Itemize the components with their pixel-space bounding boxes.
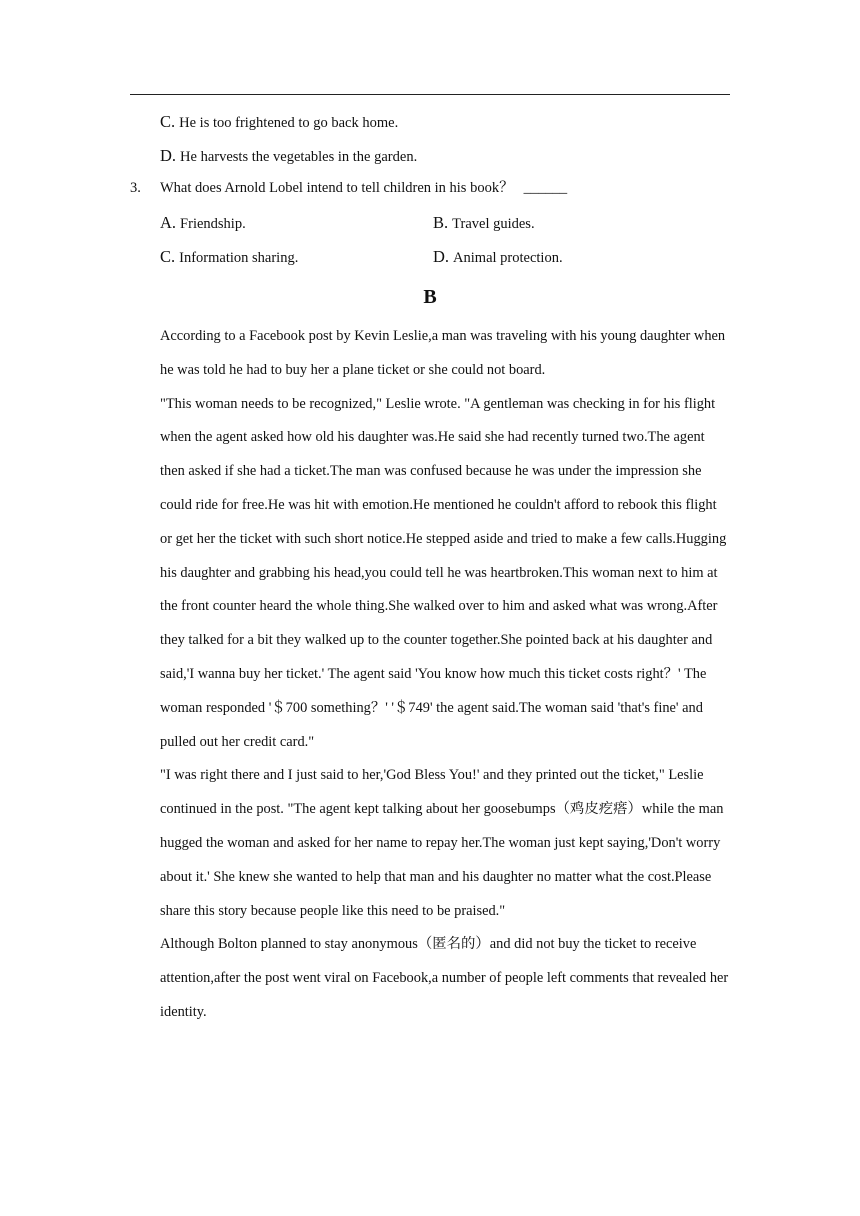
passage-paragraph: "This woman needs to be recognized," Leslie wrote. "A gentleman was checking in for his flight when the agent asked how old his daughter was.He said she had recently turned two.The agent then asked if she had a ticket.The man was confused because he was under the impression she could ride for free.He was hit with emotion.He mentioned he couldn't afford to rebook this flight or get her the ticket with such short notice.He stepped aside and tried to make a few calls.Hugging his daughter and grabbing his head,you could tell he was heartbroken.This woman next to him at the front counter heard the whole thing.She walked over to him and asked what was wrong.After they talked for a bit they walked up to the counter together.She pointed back at his daughter and said,'I wanna buy her ticket.' The agent said 'You know how much this ticket costs right？' The woman responded '＄700 something？' '＄749' the agent said.The woman said 'that's fine' and pulled out her credit card." (160, 395, 727, 750)
option-q2-c (160, 112, 398, 133)
option-q3-c (160, 247, 298, 268)
option-q3-a (160, 213, 246, 234)
option-letter: D. (433, 247, 450, 266)
option-letter: C. (160, 247, 176, 266)
option-text: Animal protection. (453, 250, 563, 266)
option-letter: D. (160, 146, 177, 165)
option-q3-d (433, 247, 563, 268)
passage-paragraph: Although Bolton planned to stay anonymous（匿名的）and did not buy the ticket to receive attention,after the post went viral on Facebook,a number of people left comments that revealed her identity. (160, 936, 729, 1020)
question-3 (130, 178, 567, 198)
section-title: B (423, 286, 437, 308)
option-q2-d (160, 146, 417, 167)
passage-paragraph: "I was right there and I just said to her,'God Bless You!' and they printed out the ticket," Leslie continued in the post. "The agent kept talking about her goosebumps（鸡皮疙瘩）while the man hugged the woman and asked for her name to repay her.The woman just kept saying,'Don't worry about it.' She knew she wanted to help that man and his daughter no matter what the cost.Please share this story because people like this need to be praised." (160, 767, 724, 919)
option-letter: C. (160, 112, 176, 131)
option-text: Travel guides. (452, 216, 535, 232)
option-text: He is too frightened to go back home. (179, 115, 399, 131)
option-q3-b (433, 213, 535, 234)
reading-passage (160, 320, 732, 1030)
option-text: Friendship. (180, 216, 246, 232)
answer-blank: ______ (523, 180, 568, 196)
option-text: Information sharing. (179, 250, 299, 266)
passage-paragraph: According to a Facebook post by Kevin Leslie,a man was traveling with his young daughter when he was told he had to buy her a plane ticket or she could not board. (160, 328, 726, 378)
option-letter: A. (160, 213, 177, 232)
question-number: 3. (130, 180, 141, 196)
question-text: What does Arnold Lobel intend to tell children in his book？ (160, 180, 514, 196)
option-letter: B. (433, 213, 449, 232)
option-text: He harvests the vegetables in the garden. (180, 149, 418, 165)
header-rule (130, 94, 730, 95)
